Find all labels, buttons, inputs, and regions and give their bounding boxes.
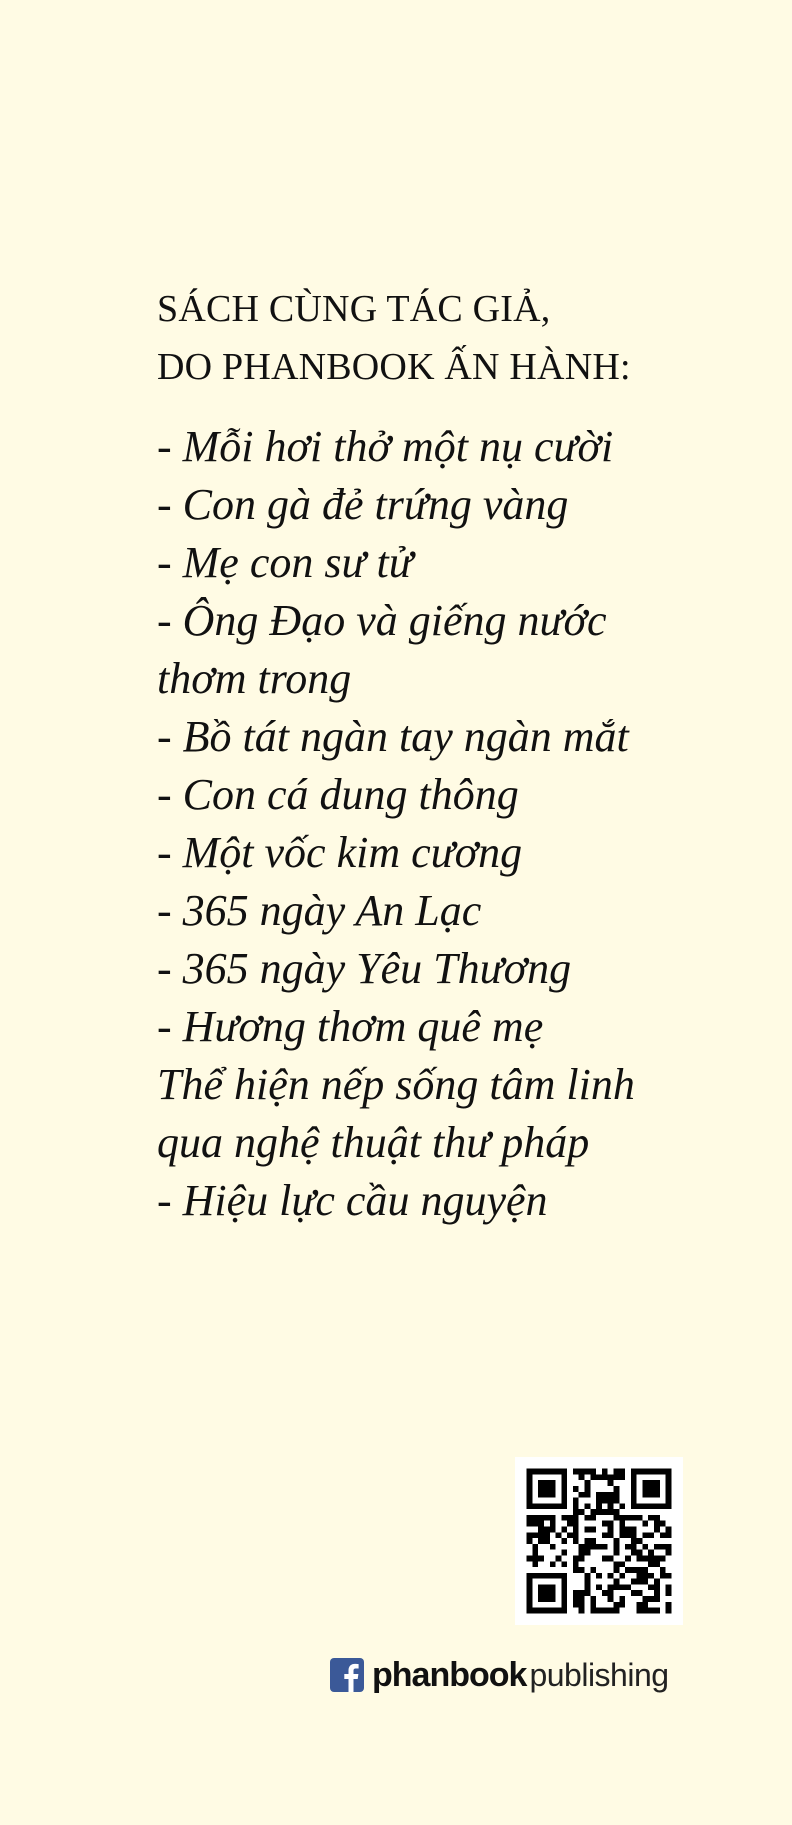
book-list-line: - Hương thơm quê mẹ bbox=[157, 1002, 544, 1051]
book-list-line: qua nghệ thuật thư pháp bbox=[157, 1118, 590, 1167]
book-list-line: - Con gà đẻ trứng vàng bbox=[157, 480, 569, 529]
book-list-line: - Ông Đạo và giếng nước bbox=[157, 596, 607, 645]
section-heading bbox=[157, 280, 737, 396]
heading-line-2: DO PHANBOOK ẤN HÀNH: bbox=[157, 346, 631, 388]
book-list-line: - 365 ngày An Lạc bbox=[157, 886, 482, 935]
book-list-line: thơm trong bbox=[157, 654, 352, 703]
brand-suffix: publishing bbox=[529, 1656, 669, 1693]
qr-code[interactable] bbox=[515, 1457, 683, 1625]
book-list-line: - Bồ tát ngàn tay ngàn mắt bbox=[157, 712, 629, 761]
book-list-line: - 365 ngày Yêu Thương bbox=[157, 944, 572, 993]
book-list-line: - Mẹ con sư tử bbox=[157, 538, 413, 587]
book-list bbox=[157, 418, 757, 1230]
book-list-line: - Con cá dung thông bbox=[157, 770, 519, 819]
book-list-line: - Một vốc kim cương bbox=[157, 828, 523, 877]
brand-name: phanbook bbox=[372, 1655, 527, 1694]
qr-code-icon bbox=[515, 1457, 683, 1625]
book-list-line: - Hiệu lực cầu nguyện bbox=[157, 1176, 548, 1225]
book-list-line: - Mỗi hơi thở một nụ cười bbox=[157, 422, 614, 471]
publisher-brand[interactable] bbox=[330, 1653, 669, 1697]
facebook-icon[interactable] bbox=[330, 1658, 364, 1692]
book-list-line: Thể hiện nếp sống tâm linh bbox=[157, 1060, 635, 1109]
heading-line-1: SÁCH CÙNG TÁC GIẢ, bbox=[157, 288, 551, 330]
